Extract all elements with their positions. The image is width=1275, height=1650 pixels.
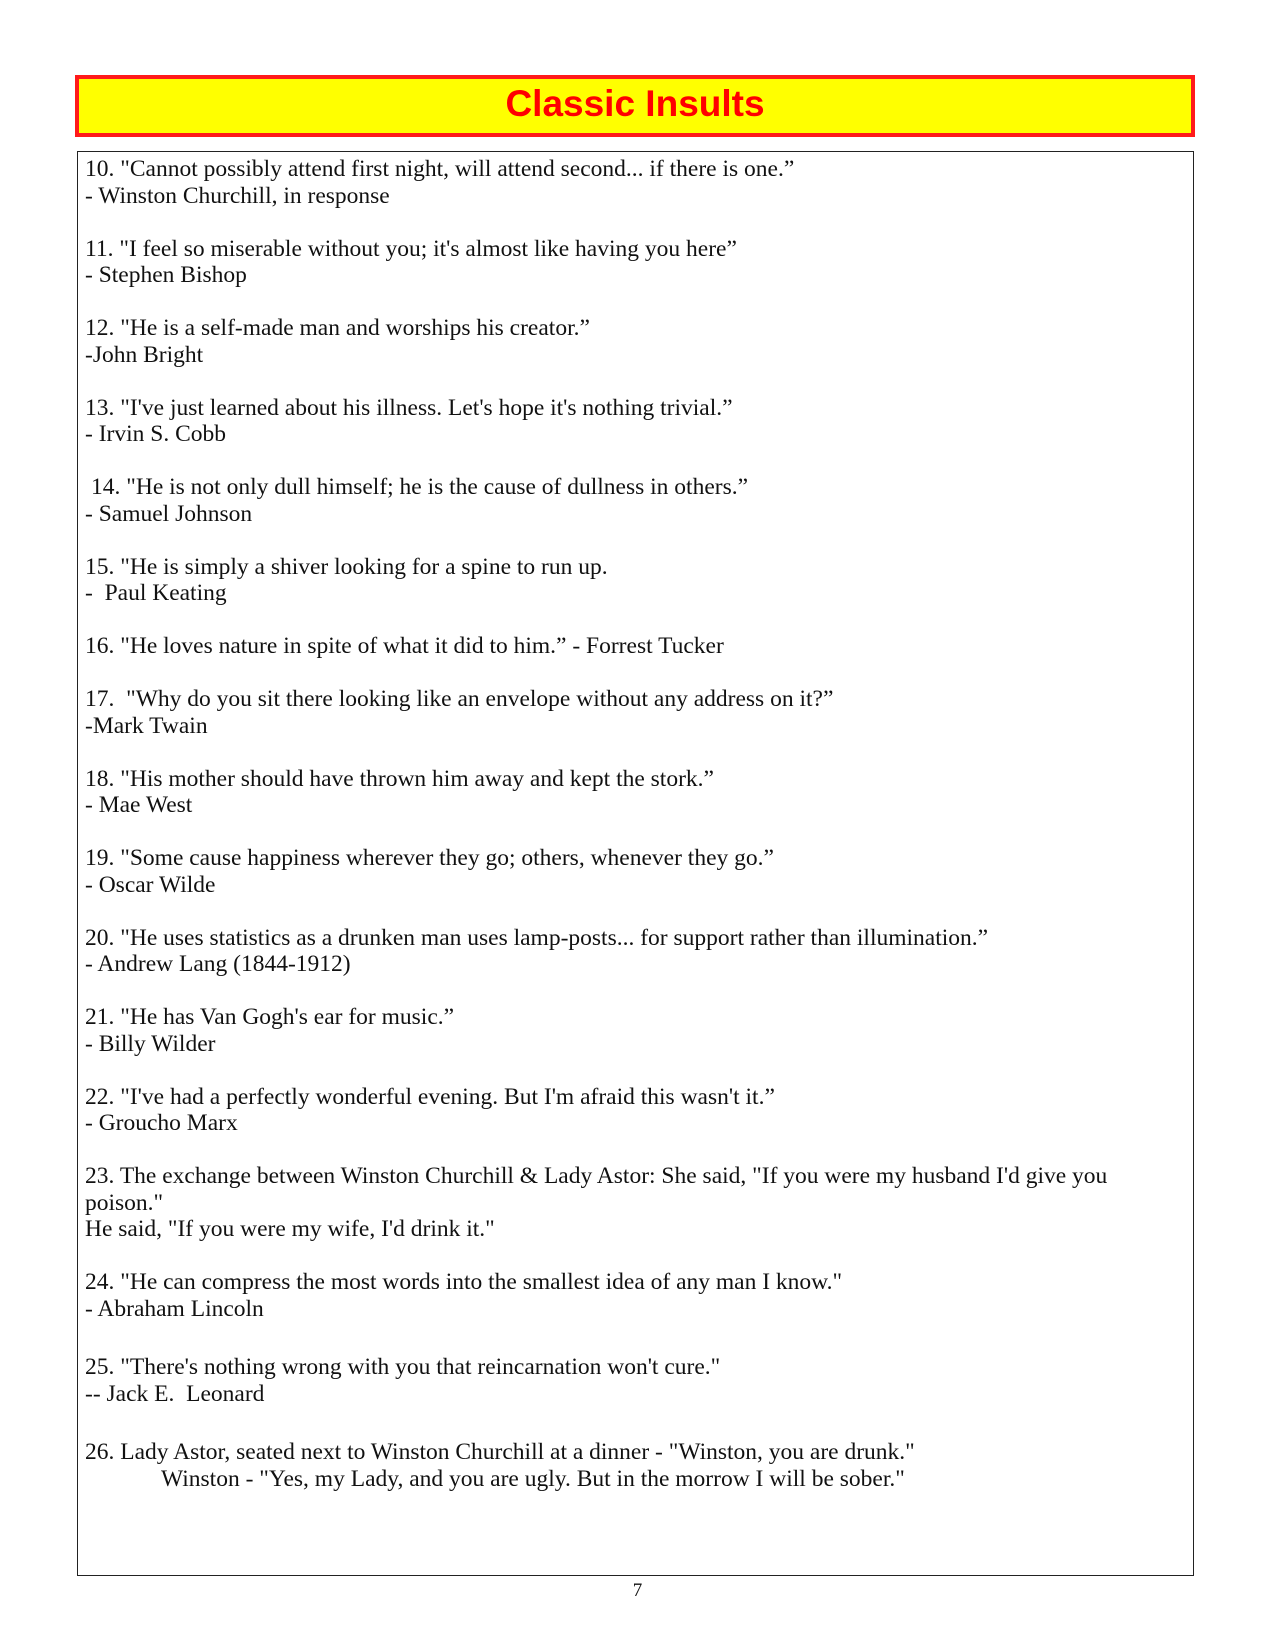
- quote-text: 20. "He uses statistics as a drunken man uses lamp-posts... for support rather than illumination.”: [85, 924, 989, 951]
- quote-attribution: - Groucho Marx: [85, 1110, 238, 1136]
- list-item: [85, 1163, 1187, 1243]
- list-item: [85, 766, 1187, 819]
- quote-text: 26. Lady Astor, seated next to Winston Churchill at a dinner - "Winston, you are drunk.": [85, 1439, 915, 1465]
- quote-text: 14. "He is not only dull himself; he is the cause of dullness in others.”: [91, 474, 749, 500]
- quote-text: 18. "His mother should have thrown him away and kept the stork.”: [85, 765, 714, 792]
- quote-attribution: - Stephen Bishop: [85, 262, 247, 288]
- quote-text: 13. "I've just learned about his illness. Let's hope it's nothing trivial.”: [85, 394, 733, 421]
- quote-attribution: - Billy Wilder: [85, 1030, 216, 1057]
- list-item: [85, 156, 1187, 209]
- list-item: [85, 474, 1187, 527]
- list-item: [85, 1084, 1187, 1137]
- list-item: [85, 1269, 1187, 1322]
- quote-text: 11. "I feel so miserable without you; it's almost like having you here”: [85, 235, 737, 262]
- page-number: 7: [632, 1580, 643, 1601]
- quote-text: 21. "He has Van Gogh's ear for music.”: [85, 1004, 455, 1030]
- insults-list: [77, 151, 1194, 1576]
- quote-attribution: -Mark Twain: [85, 712, 208, 739]
- quote-text: 10. "Cannot possibly attend first night, will attend second... if there is one.”: [85, 156, 795, 182]
- quote-attribution: - Samuel Johnson: [85, 500, 253, 527]
- list-item: [85, 236, 1187, 289]
- quote-attribution: - Mae West: [85, 792, 193, 818]
- page-title: Classic Insults: [505, 82, 765, 124]
- quote-text: 19. "Some cause happiness wherever they go; others, whenever they go.”: [85, 845, 774, 871]
- title-banner: [75, 75, 1195, 137]
- list-item: [85, 395, 1187, 448]
- list-item: [85, 925, 1187, 978]
- quote-text: 12. "He is a self-made man and worships his creator.”: [85, 315, 590, 341]
- list-item: [85, 315, 1187, 368]
- list-item: [85, 1439, 1187, 1492]
- list-item: [85, 1354, 1187, 1407]
- quote-attribution: - Irvin S. Cobb: [85, 421, 226, 447]
- quote-text: 25. "There's nothing wrong with you that reincarnation won't cure.": [85, 1354, 721, 1380]
- quote-attribution: - Oscar Wilde: [85, 871, 216, 898]
- quote-attribution: - Winston Churchill, in response: [85, 182, 390, 209]
- quote-text: 23. The exchange between Winston Churchill & Lady Astor: She said, "If you were my husband I'd give you poison.": [85, 1163, 1108, 1216]
- quote-attribution: -- Jack E. Leonard: [85, 1380, 265, 1407]
- quote-attribution: - Paul Keating: [85, 580, 227, 606]
- quote-text: 15. "He is simply a shiver looking for a spine to run up.: [85, 553, 608, 580]
- quote-attribution: - Abraham Lincoln: [85, 1295, 264, 1322]
- quote-text: 16. "He loves nature in spite of what it did to him.” - Forrest Tucker: [85, 633, 724, 659]
- list-item: [85, 554, 1187, 607]
- list-item: [85, 686, 1187, 739]
- list-item: [85, 1004, 1187, 1057]
- list-item: [85, 845, 1187, 898]
- quote-text: 17. "Why do you sit there looking like an envelope without any address on it?”: [85, 686, 834, 712]
- quote-attribution: Winston - "Yes, my Lady, and you are ugly. But in the morrow I will be sober.": [161, 1465, 905, 1492]
- quote-text: 24. "He can compress the most words into the smallest idea of any man I know.": [85, 1269, 843, 1295]
- list-item: [85, 633, 1187, 660]
- quote-attribution: He said, "If you were my wife, I'd drink it.": [85, 1216, 495, 1242]
- quote-attribution: - Andrew Lang (1844-1912): [85, 951, 351, 977]
- quote-attribution: -John Bright: [85, 341, 204, 368]
- quote-text: 22. "I've had a perfectly wonderful evening. But I'm afraid this wasn't it.”: [85, 1083, 775, 1110]
